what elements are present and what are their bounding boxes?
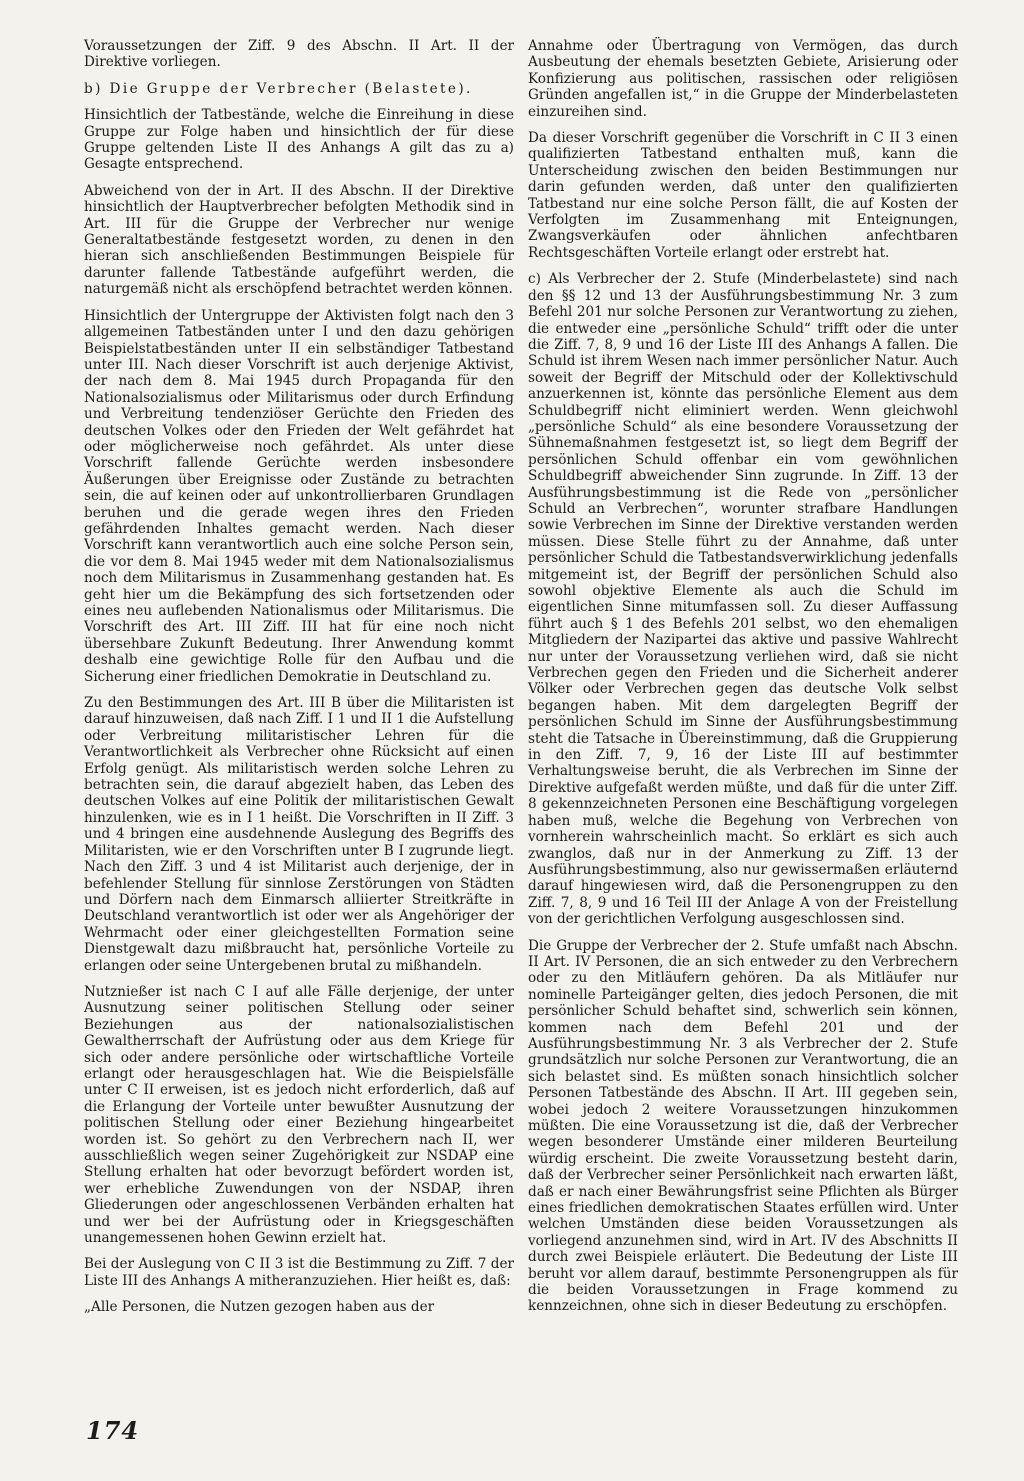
paragraph: Abweichend von der in Art. II des Abschn. II der Direktive hinsichtlich der Hauptverbrecher befolgten Methodik sind in Art. III für die Gruppe der Verbrecher nur wenige Generaltatbestände festgesetzt worden, zu denen in den hieran sich anschließenden Bestimmungen Beispiele für darunter fallende Tatbestände aufgeführt werden, die naturgemäß nicht als erschöpfend betrachtet werden können.: [84, 182, 514, 298]
right-text-column: [528, 38, 958, 1325]
paragraph: Da dieser Vorschrift gegenüber die Vorschrift in C II 3 einen qualifizierten Tatbestand enthalten muß, kann die Unterscheidung zwischen den beiden Bestimmungen nur darin gefunden werden, daß unter den qualifizierten Tatbestand nur eine solche Person fällt, die auf Kosten der Verfolgten im Zusammenhang mit Enteignungen, Zwangsverkäufen oder ähnlichen anfechtbaren Rechtsgeschäften Vorteile erlangt oder erstrebt hat.: [528, 130, 958, 261]
paragraph: c) Als Verbrecher der 2. Stufe (Minderbelastete) sind nach den §§ 12 und 13 der Ausführungsbestimmung Nr. 3 zum Befehl 201 nur solche Personen zur Verantwortung zu ziehen, die entweder eine „persönliche Schuld“ trifft oder die unter die Ziff. 7, 8, 9 und 16 der Liste III des Anhangs A fallen. Die Schuld ist ihrem Wesen nach immer persönlicher Natur. Auch soweit der Begriff der Mitschuld oder der Kollektivschuld anzuerkennen ist, könnte das persönliche Element aus dem Schuldbegriff nicht eliminiert werden. Wenn gleichwohl „persönliche Schuld“ als eine besondere Voraussetzung der Sühnemaßnahmen festgesetzt ist, so liegt dem Begriff der persönlichen Schuld offenbar ein vom gewöhnlichen Schuldbegriff abweichender Sinn zugrunde. In Ziff. 13 der Ausführungsbestimmung ist die Rede von „persönlicher Schuld an Verbrechen“, worunter strafbare Handlungen sowie Verbrechen im Sinne der Direktive verstanden werden müssen. Diese Stelle führt zu der Annahme, daß unter persönlicher Schuld die Tatbestandsverwirklichung jedenfalls mitgemeint ist, der Begriff der persönlichen Schuld also sowohl objektive Elemente als auch die Schuld im eigentlichen Sinne mitumfassen soll. Zu dieser Auffassung führt auch § 1 des Befehls 201 selbst, wo den ehemaligen Mitgliedern der Nazipartei das aktive und passive Wahlrecht nur unter der Voraussetzung verliehen wird, daß sie nicht Verbrechen gegen den Frieden und die Sicherheit anderer Völker oder Verbrechen gegen das deutsche Volk selbst begangen haben. Mit dem dargelegten Begriff der persönlichen Schuld im Sinne der Ausführungsbestimmung steht die Tatsache in Übereinstimmung, daß die Gruppierung in den Ziff. 7, 9, 16 der Liste III auf bestimmter Verhaltungsweise beruht, die als Verbrechen im Sinne der Direktive aufgefaßt werden müßte, und daß für die unter Ziff. 8 gekennzeichneten Personen eine Beschäftigung vorgelegen haben muß, welche die Begehung von Verbrechen von vornherein wahrscheinlich macht. So erklärt es sich auch zwanglos, daß nur in der Anmerkung zu Ziff. 13 der Ausführungsbestimmung, also nur gewissermaßen erläuternd darauf hingewiesen wird, daß die Personengruppen zu den Ziff. 7, 8, 9 und 16 Teil III der Anlage A von der Freistellung von der gerichtlichen Verfolgung ausgeschlossen sind.: [528, 271, 958, 928]
paragraph: Hinsichtlich der Tatbestände, welche die Einreihung in diese Gruppe zur Folge haben und hinsichtlich der für diese Gruppe geltenden Liste II des Anhangs A gilt das zu a) Gesagte entsprechend.: [84, 107, 514, 173]
paragraph: Bei der Auslegung von C II 3 ist die Bestimmung zu Ziff. 7 der Liste III des Anhangs A mitheranzuziehen. Hier heißt es, daß:: [84, 1256, 514, 1289]
paragraph: Nutznießer ist nach C I auf alle Fälle derjenige, der unter Ausnutzung seiner politischen Stellung oder seiner Beziehungen aus der nationalsozialistischen Gewaltherrschaft der Aufrüstung oder aus dem Kriege für sich oder andere persönliche oder wirtschaftliche Vorteile erlangt oder herausgeschlagen hat. Wie die Beispielsfälle unter C II erweisen, ist es jedoch nicht erforderlich, daß auf die Erlangung der Vorteile unter bewußter Ausnutzung der politischen Stellung oder einer Beziehung hingearbeitet worden ist. So gehört zu den Verbrechern nach II, wer ausschließlich wegen seiner Zugehörigkeit zur NSDAP eine Stellung erhalten hat oder bevorzugt befördert worden ist, wer erhebliche Zuwendungen von der NSDAP, ihren Gliederungen oder angeschlossenen Verbänden erhalten hat und wer bei der Aufrüstung oder in Kriegsgeschäften unangemessenen hohen Gewinn erzielt hat.: [84, 983, 514, 1247]
paragraph: Die Gruppe der Verbrecher der 2. Stufe umfaßt nach Abschn. II Art. IV Personen, die an sich entweder zu den Verbrechern oder zu den Mitläufern gehören. Da als Mitläufer nur nominelle Parteigänger gelten, dies jedoch Personen, die mit persönlicher Schuld behaftet sind, schwerlich sein können, kommen nach dem Befehl 201 und der Ausführungsbestimmung Nr. 3 als Verbrecher der 2. Stufe grundsätzlich nur solche Personen zur Verantwortung, die an sich belastet sind. Es müßten sonach hinsichtlich solcher Personen Tatbestände des Abschn. II Art. III gegeben sein, wobei jedoch 2 weitere Voraussetzungen hinzukommen müßten. Die eine Voraussetzung ist die, daß der Verbrecher wegen besonderer Umstände einer milderen Beurteilung würdig erscheint. Die zweite Voraussetzung besteht darin, daß der Verbrecher seiner Persönlichkeit nach erwarten läßt, daß er nach einer Bewährungsfrist seine Pflichten als Bürger eines friedlichen demokratischen Staates erfüllen wird. Unter welchen Umständen diese beiden Voraussetzungen als vorliegend anzunehmen sind, wird in Art. IV des Abschnitts II durch zwei Beispiele erläutert. Die Bedeutung der Liste III beruht vor allem darauf, bestimmte Personengruppen als für die beiden Voraussetzungen in Frage kommend zu kennzeichnen, ohne sich in dieser Bedeutung zu erschöpfen.: [528, 937, 958, 1315]
paragraph: Hinsichtlich der Untergruppe der Aktivisten folgt nach den 3 allgemeinen Tatbeständen unter I und den dazu gehörigen Beispielstatbeständen unter II ein selbständiger Tatbestand unter III. Nach dieser Vorschrift ist auch derjenige Aktivist, der nach dem 8. Mai 1945 durch Propaganda für den Nationalsozialismus oder Militarismus oder durch Erfindung und Verbreitung tendenziöser Gerüchte den Frieden des deutschen Volkes oder den Frieden der Welt gefährdet hat oder möglicherweise noch gefährdet. Als unter diese Vorschrift fallende Gerüchte werden insbesondere Äußerungen über Ereignisse oder Zustände zu betrachten sein, die auf keinen oder auf unkontrollierbaren Grundlagen beruhen und die gerade wegen ihres den Frieden gefährdenden Inhaltes gemacht werden. Nach dieser Vorschrift kann verantwortlich auch eine solche Person sein, die vor dem 8. Mai 1945 weder mit dem Nationalsozialismus noch dem Militarismus in Zusammenhang gestanden hat. Es geht hier um die Bekämpfung des sich fortsetzenden oder eines neu auflebenden Nationalismus oder Militarismus. Die Vorschrift des Art. III Ziff. III hat für eine noch nicht übersehbare Zukunft Bedeutung. Ihrer Anwendung kommt deshalb eine gewichtige Rolle für den Aufbau und die Sicherung einer friedlichen Demokratie in Deutschland zu.: [84, 307, 514, 685]
paragraph: Voraussetzungen der Ziff. 9 des Abschn. II Art. II der Direktive vorliegen.: [84, 38, 514, 71]
section-heading: b) Die Gruppe der Verbrecher (Belastete).: [84, 80, 473, 97]
paragraph: Zu den Bestimmungen des Art. III B über die Militaristen ist darauf hinzuweisen, daß nach Ziff. I 1 und II 1 die Aufstellung oder Verbreitung militaristischer Lehren für die Verantwortlichkeit als Verbrecher ohne Rücksicht auf einen Erfolg genügt. Als militaristisch werden solche Lehren zu betrachten sein, die darauf abgezielt haben, das Leben des deutschen Volkes auf eine Politik der militaristischen Gewalt hinzulenken, wie es in I 1 heißt. Die Vorschriften in II Ziff. 3 und 4 bringen eine ausdehnende Auslegung des Begriffs des Militaristen, wie er den Vorschriften unter B I zugrunde liegt. Nach den Ziff. 3 und 4 ist Militarist auch derjenige, der in befehlender Stellung für sinnlose Zerstörungen von Städten und Dörfern nach dem Einmarsch alliierter Streitkräfte in Deutschland verantwortlich ist oder wer als Angehöriger der Wehrmacht oder einer gleichgestellten Formation seine Dienstgewalt dazu mißbraucht hat, persönliche Vorteile zu erlangen oder seine Untergebenen brutal zu mißhandeln.: [84, 695, 514, 974]
left-text-column: [84, 38, 514, 1326]
paragraph: Annahme oder Übertragung von Vermögen, das durch Ausbeutung der ehemals besetzten Gebiete, Arisierung oder Konfizierung aus politischen, rassischen oder religiösen Gründen angefallen ist,“ in die Gruppe der Minderbelasteten einzureihen sind.: [528, 38, 958, 120]
quote-paragraph: „Alle Personen, die Nutzen gezogen haben aus der: [84, 1299, 435, 1316]
page-number: 174: [86, 1416, 140, 1445]
